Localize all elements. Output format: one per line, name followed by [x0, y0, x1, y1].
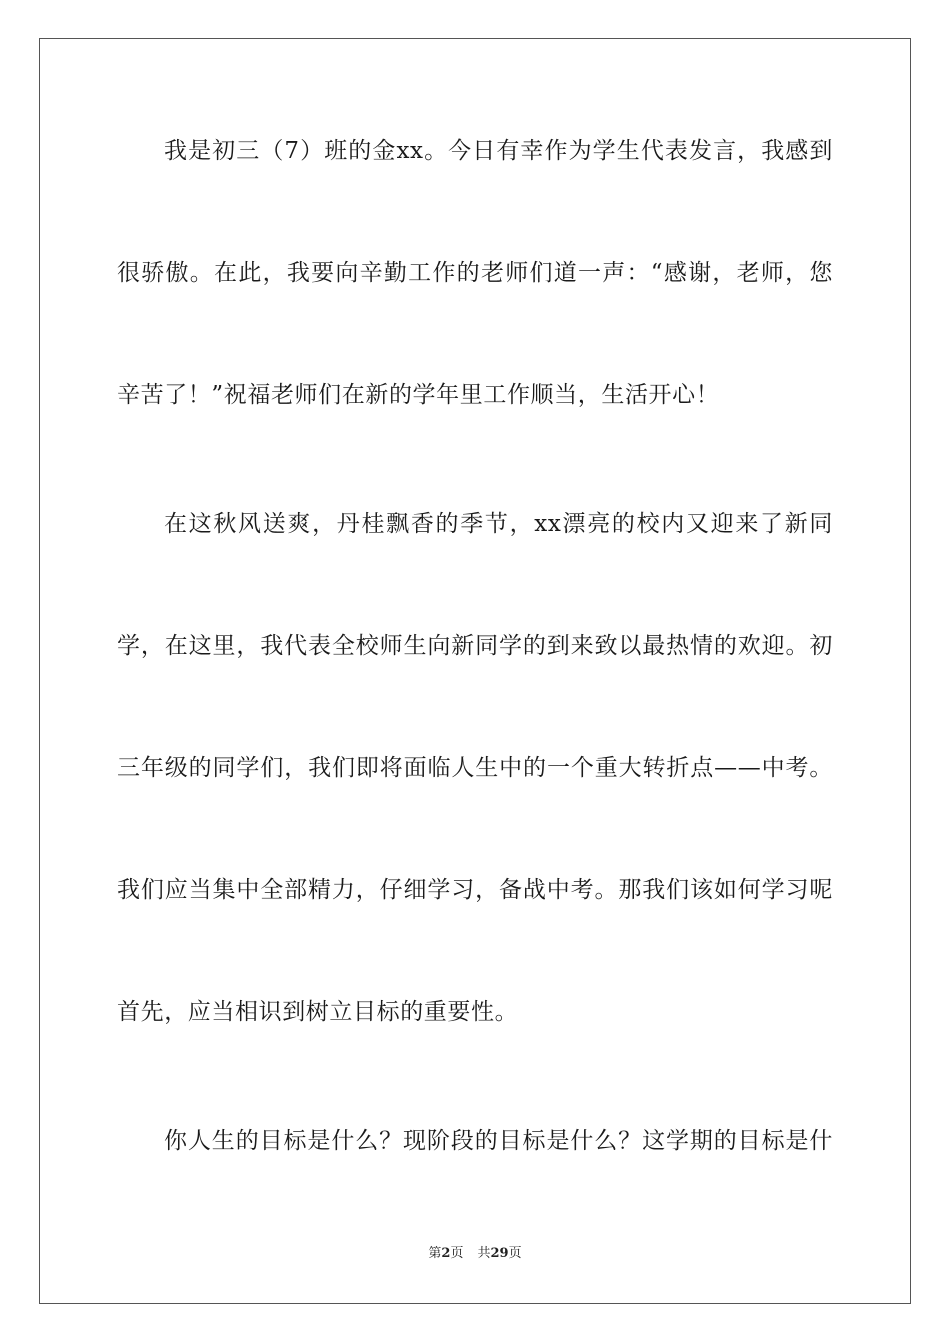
page-border [39, 38, 911, 1304]
text-line-6: 三年级的同学们，我们即将面临人生中的一个重大转折点——中考。 [117, 755, 833, 781]
text-line-7: 我们应当集中全部精力，仔细学习，备战中考。那我们该如何学习呢 [117, 877, 833, 903]
total-pages: 29 [490, 1246, 509, 1261]
page-suffix: 页 [450, 1246, 464, 1261]
page-prefix: 第 [428, 1246, 442, 1261]
page-footer [0, 1245, 950, 1263]
text-line-4: 在这秋风送爽，丹桂飘香的季节，xx漂亮的校内又迎来了新同 [164, 511, 833, 537]
text-line-8: 首先，应当相识到树立目标的重要性。 [117, 999, 519, 1025]
total-suffix: 页 [508, 1246, 522, 1261]
text-line-9: 你人生的目标是什么？现阶段的目标是什么？这学期的目标是什 [164, 1128, 833, 1154]
text-line-2: 很骄傲。在此，我要向辛勤工作的老师们道一声：“感谢，老师，您 [117, 260, 833, 286]
total-prefix: 共 [477, 1246, 491, 1261]
text-line-1: 我是初三（7）班的金xx。今日有幸作为学生代表发言，我感到 [164, 138, 833, 164]
text-line-3: 辛苦了！”祝福老师们在新的学年里工作顺当，生活开心！ [117, 382, 720, 408]
text-line-5: 学，在这里，我代表全校师生向新同学的到来致以最热情的欢迎。初 [117, 633, 833, 659]
page-number: 2 [441, 1246, 451, 1261]
